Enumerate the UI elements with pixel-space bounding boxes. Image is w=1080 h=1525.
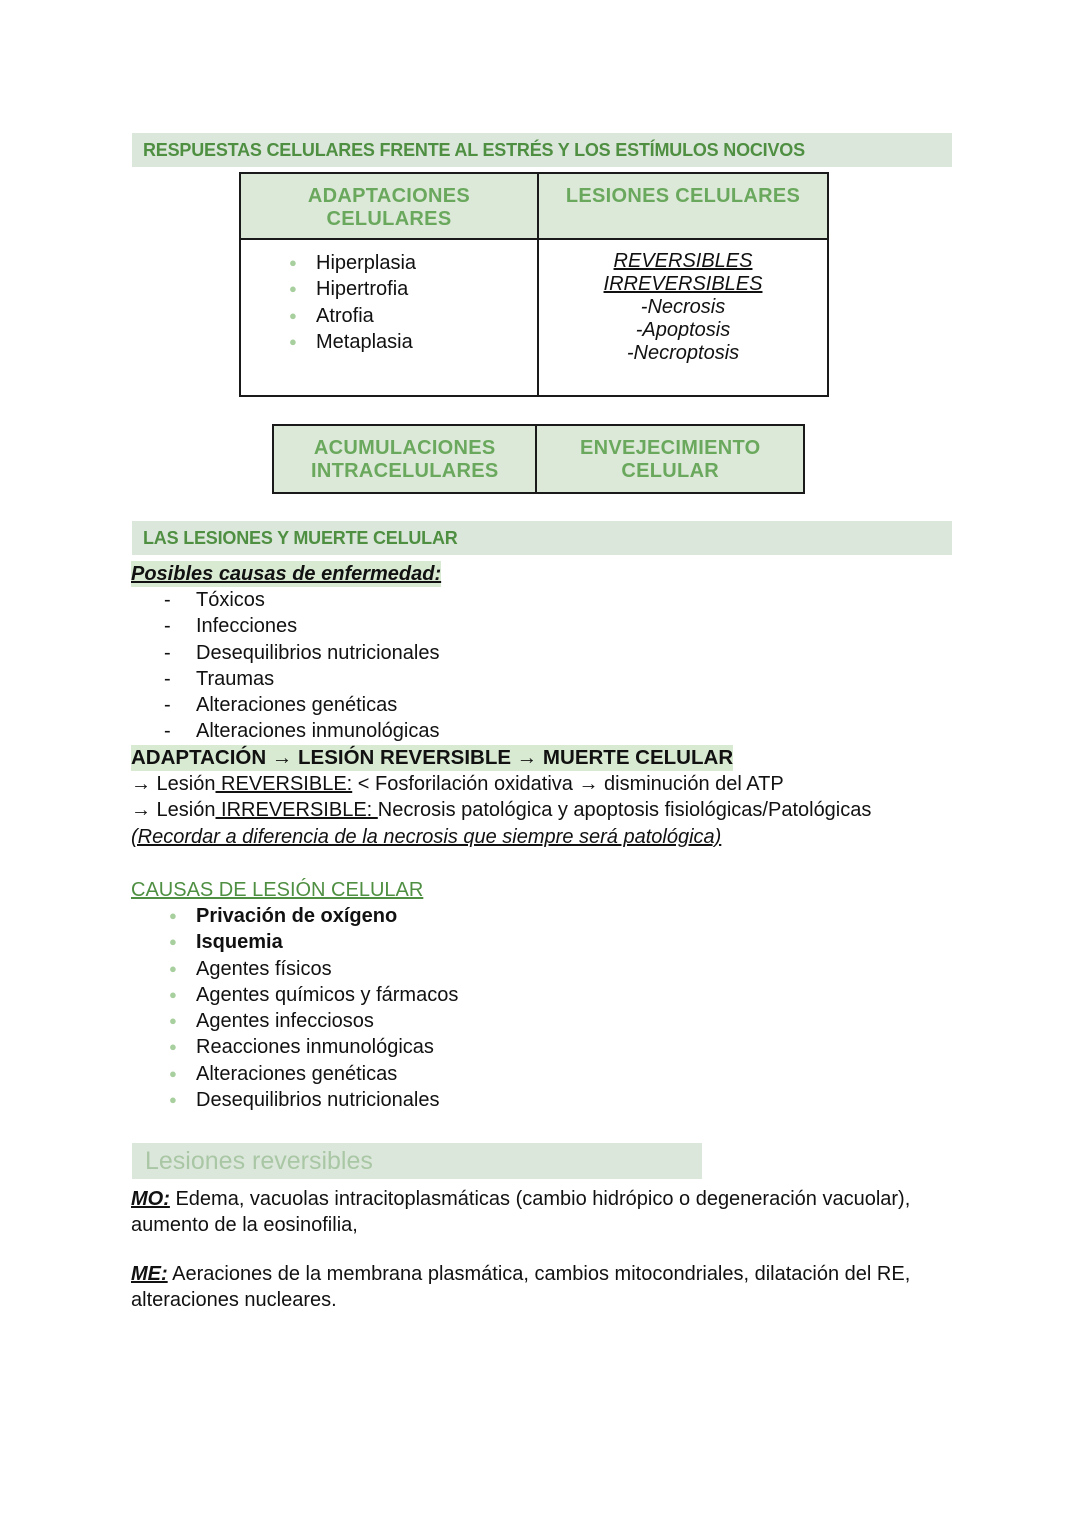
list-item: ● Metaplasia bbox=[316, 329, 537, 355]
header-lesiones: LESIONES CELULARES bbox=[538, 173, 828, 239]
list-item: ● Alteraciones genéticas bbox=[196, 1061, 458, 1087]
list-item: ● Atrofia bbox=[316, 303, 537, 329]
lesiones-irreversibles: IRREVERSIBLES bbox=[603, 273, 763, 295]
arrow-prefix: → Lesión bbox=[131, 799, 216, 821]
me-text: Aeraciones de la membrana plasmática, cambios mitocondriales, dilatación del RE, alteraciones nucleares. bbox=[131, 1263, 911, 1312]
causas-lesion-heading: CAUSAS DE LESIÓN CELULAR bbox=[131, 879, 424, 901]
section-title-respuestas: RESPUESTAS CELULARES FRENTE AL ESTRÉS Y LOS ESTÍMULOS NOCIVOS bbox=[132, 133, 952, 167]
cell-adaptaciones bbox=[240, 239, 538, 396]
section-title-lesiones-muerte: LAS LESIONES Y MUERTE CELULAR bbox=[132, 521, 952, 555]
me-label: ME: bbox=[131, 1263, 168, 1285]
mo-text: Edema, vacuolas intracitoplasmáticas (cambio hidrópico o degeneración vacuolar), aumento de la eosinofilia, bbox=[131, 1188, 911, 1237]
mo-label: MO: bbox=[131, 1188, 170, 1210]
me-paragraph bbox=[131, 1261, 931, 1314]
lesion-reversible-line bbox=[131, 771, 784, 797]
lesiones-reversibles: REVERSIBLES bbox=[613, 250, 753, 272]
lesion-irreversible-line bbox=[131, 797, 871, 823]
list-item: - Alteraciones inmunológicas bbox=[196, 718, 439, 744]
flow-adaptacion-muerte: ADAPTACIÓN → LESIÓN REVERSIBLE → MUERTE CELULAR bbox=[131, 745, 733, 771]
list-item: ● Agentes físicos bbox=[196, 956, 458, 982]
list-item: - Alteraciones genéticas bbox=[196, 692, 439, 718]
lesion-item: -Necrosis bbox=[640, 296, 726, 318]
list-item: ● Desequilibrios nutricionales bbox=[196, 1087, 458, 1113]
list-item: ● Hiperplasia bbox=[316, 250, 537, 276]
list-item: ● Privación de oxígeno bbox=[196, 903, 458, 929]
table-otras-respuestas bbox=[272, 424, 805, 494]
list-item: ● Reacciones inmunológicas bbox=[196, 1034, 458, 1060]
list-item: ● Hipertrofia bbox=[316, 276, 537, 302]
causas-enfermedad-heading: Posibles causas de enfermedad: bbox=[131, 561, 441, 587]
list-item: - Desequilibrios nutricionales bbox=[196, 640, 439, 666]
table-respuestas bbox=[239, 172, 829, 397]
necrosis-note: (Recordar a diferencia de la necrosis que siempre será patológica) bbox=[131, 826, 722, 848]
list-item: - Traumas bbox=[196, 666, 439, 692]
adaptaciones-list bbox=[316, 250, 537, 355]
cell-envejecimiento: ENVEJECIMIENTO CELULAR bbox=[536, 425, 804, 493]
causas-enfermedad-list bbox=[196, 587, 439, 745]
reversible-text: < Fosforilación oxidativa → disminución del ATP bbox=[352, 773, 784, 795]
irreversible-label: IRREVERSIBLE: bbox=[215, 799, 378, 821]
arrow-prefix: → Lesión bbox=[131, 773, 216, 795]
header-adaptaciones: ADAPTACIONES CELULARES bbox=[240, 173, 538, 239]
reversible-label: REVERSIBLE: bbox=[215, 773, 353, 795]
cell-acumulaciones: ACUMULACIONES INTRACELULARES bbox=[273, 425, 536, 493]
lesion-item: -Apoptosis bbox=[635, 319, 731, 341]
list-item: ● Agentes infecciosos bbox=[196, 1008, 458, 1034]
list-item: ● Agentes químicos y fármacos bbox=[196, 982, 458, 1008]
causas-lesion-list bbox=[196, 903, 458, 1113]
lesion-item: -Necroptosis bbox=[626, 342, 740, 364]
list-item: ● Isquemia bbox=[196, 929, 458, 955]
cell-lesiones bbox=[538, 239, 828, 396]
list-item: - Infecciones bbox=[196, 613, 439, 639]
irreversible-text: Necrosis patológica y apoptosis fisiológicas/Patológicas bbox=[377, 799, 872, 821]
section-title-lesiones-reversibles: Lesiones reversibles bbox=[132, 1143, 702, 1179]
mo-paragraph bbox=[131, 1186, 931, 1239]
list-item: - Tóxicos bbox=[196, 587, 439, 613]
